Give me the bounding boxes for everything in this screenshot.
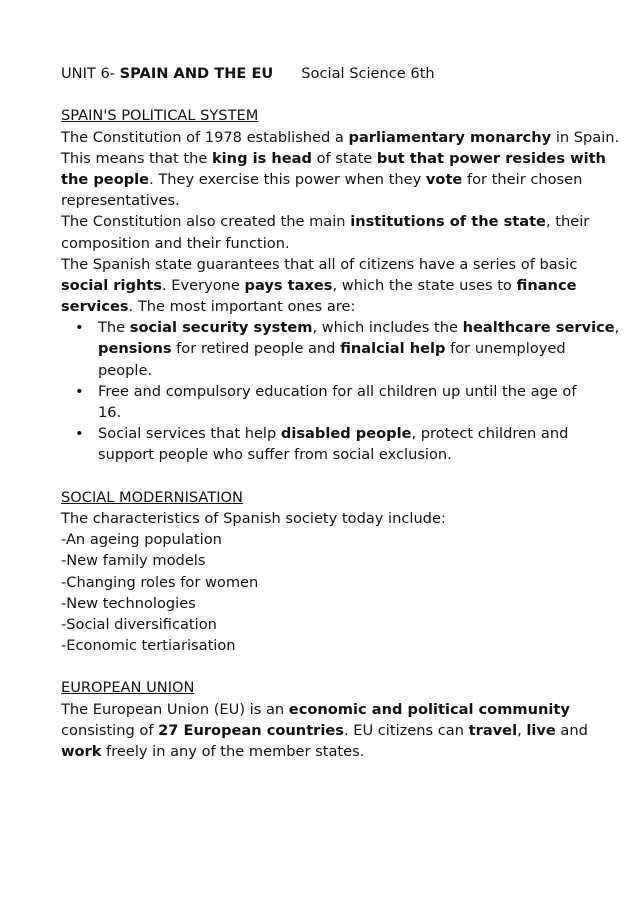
bullet-mark: • [75, 425, 84, 443]
paragraph-line: the people. They exercise this power when they vote for their chosen [61, 170, 583, 188]
list-item: -Social diversification [61, 615, 217, 633]
paragraph-line: composition and their function. [61, 234, 290, 252]
subject-label: Social Science 6th [301, 65, 435, 82]
section-heading-political-system: SPAIN'S POLITICAL SYSTEM [61, 107, 259, 125]
list-item: -New technologies [61, 594, 196, 612]
bullet-continuation: 16. [98, 404, 122, 421]
unit-title: SPAIN AND THE EU [119, 65, 274, 82]
paragraph-line: consisting of 27 European countries. EU citizens can travel, live and [61, 721, 588, 739]
bullet-item: • Free and compulsory education for all children up until the age of [61, 381, 586, 402]
paragraph-line: The Constitution of 1978 established a parliamentary monarchy in Spain. [61, 128, 620, 146]
paragraph-line: The Constitution also created the main institutions of the state, their [61, 213, 590, 231]
paragraph-line: social rights. Everyone pays taxes, which the state uses to finance [61, 276, 577, 294]
bullet-mark: • [75, 382, 84, 400]
section-heading-european-union: EUROPEAN UNION [61, 679, 195, 697]
list-item: -Economic tertiarisation [61, 637, 236, 655]
list-item: -New family models [61, 552, 206, 570]
bullet-continuation: support people who suffer from social exclusion. [98, 446, 452, 464]
document-page [61, 63, 620, 762]
section-heading-social-modernisation: SOCIAL MODERNISATION [61, 488, 243, 506]
bullet-mark: • [75, 319, 84, 337]
paragraph-line: The Spanish state guarantees that all of citizens have a series of basic [61, 255, 578, 273]
bullet-continuation: people. [98, 361, 153, 379]
paragraph-line: The European Union (EU) is an economic and political community [61, 700, 570, 718]
list-item: -Changing roles for women [61, 573, 259, 591]
paragraph-line: services. The most important ones are: [61, 298, 356, 316]
paragraph-line: This means that the king is head of state but that power resides with [61, 149, 606, 167]
bullet-item: • The social security system, which includes the healthcare service, [61, 317, 586, 338]
document-header [61, 63, 586, 84]
bullet-item: • Social services that help disabled people, protect children and [61, 423, 586, 444]
unit-prefix: UNIT 6- [61, 65, 120, 82]
list-item: -An ageing population [61, 531, 222, 549]
bullet-continuation: pensions for retired people and finalcial help for unemployed [98, 340, 566, 358]
paragraph-line: work freely in any of the member states. [61, 743, 365, 760]
paragraph-line: representatives. [61, 192, 180, 210]
paragraph-line: The characteristics of Spanish society today include: [61, 509, 446, 527]
